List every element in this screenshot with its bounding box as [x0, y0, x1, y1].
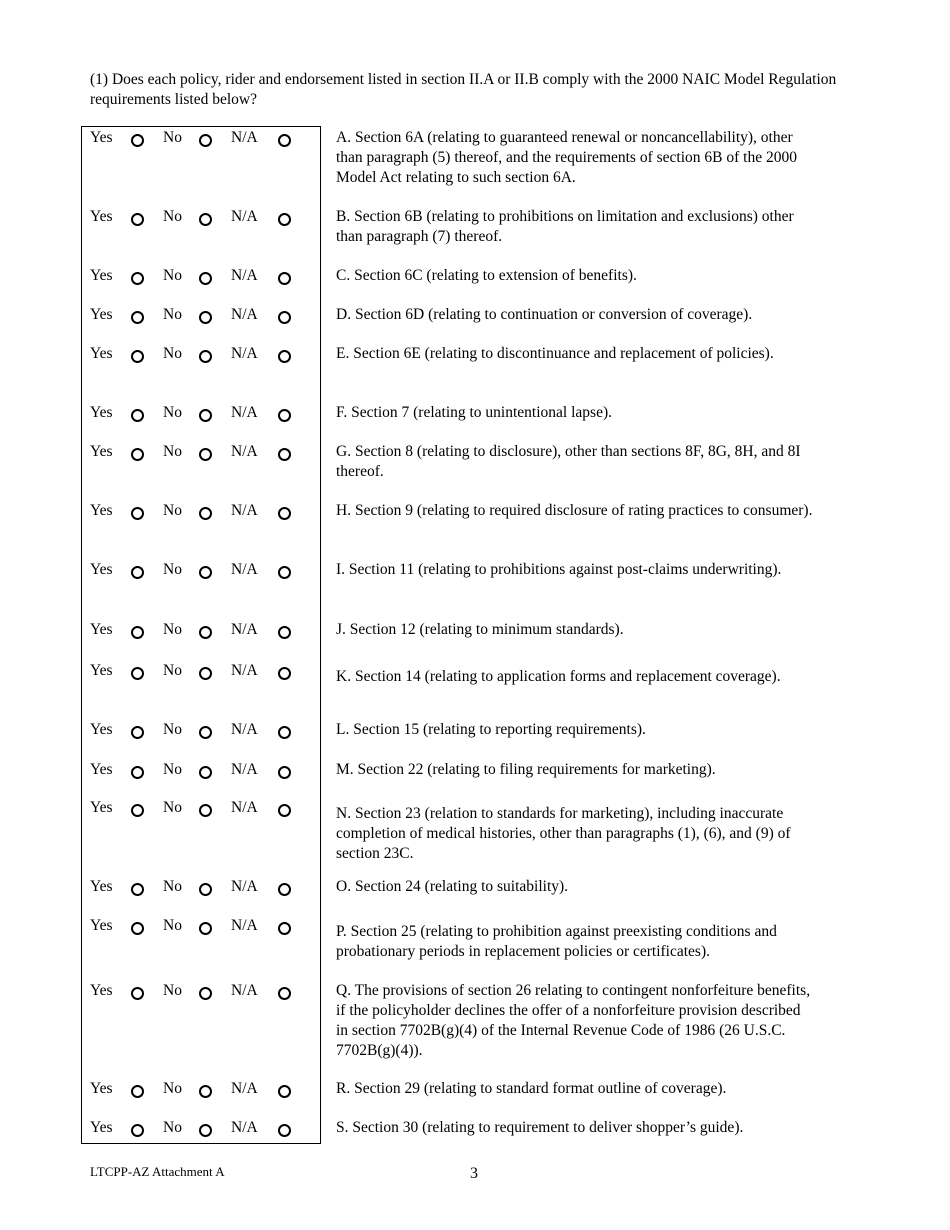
yes-radio[interactable]	[131, 213, 144, 226]
na-radio[interactable]	[278, 883, 291, 896]
no-radio[interactable]	[199, 566, 212, 579]
requirement-row	[0, 1079, 950, 1099]
yes-label: Yes	[90, 502, 113, 519]
no-radio[interactable]	[199, 311, 212, 324]
yes-label: Yes	[90, 267, 113, 284]
no-radio[interactable]	[199, 272, 212, 285]
yes-radio[interactable]	[131, 448, 144, 461]
na-radio[interactable]	[278, 804, 291, 817]
requirement-row	[0, 720, 950, 740]
requirement-text: K. Section 14 (relating to application forms and replacement coverage).	[336, 668, 781, 685]
yes-radio[interactable]	[131, 883, 144, 896]
no-label: No	[163, 561, 182, 578]
na-label: N/A	[231, 502, 258, 519]
yes-radio[interactable]	[131, 350, 144, 363]
yes-label: Yes	[90, 404, 113, 421]
yes-label: Yes	[90, 306, 113, 323]
na-label: N/A	[231, 267, 258, 284]
requirement-row	[0, 981, 950, 1059]
yes-radio[interactable]	[131, 766, 144, 779]
requirement-row	[0, 560, 950, 580]
no-radio[interactable]	[199, 507, 212, 520]
requirement-row	[0, 344, 950, 364]
requirement-text: L. Section 15 (relating to reporting requirements).	[336, 721, 646, 738]
yes-label: Yes	[90, 443, 113, 460]
requirement-text: Q. The provisions of section 26 relating to contingent nonforfeiture benefits, if the policyholder declines the offer of a nonforfeiture provision described in section 7702B(g)(4) of the Internal Revenue Code of 1986 (26 U.S.C. 7702B(g)(4)).	[336, 982, 811, 1059]
na-radio[interactable]	[278, 766, 291, 779]
yes-radio[interactable]	[131, 311, 144, 324]
na-label: N/A	[231, 761, 258, 778]
no-label: No	[163, 982, 182, 999]
requirement-text: H. Section 9 (relating to required disclosure of rating practices to consumer).	[336, 502, 813, 519]
requirement-row	[0, 877, 950, 897]
yes-label: Yes	[90, 1119, 113, 1136]
requirement-text: R. Section 29 (relating to standard format outline of coverage).	[336, 1080, 727, 1097]
na-radio[interactable]	[278, 922, 291, 935]
requirement-text: P. Section 25 (relating to prohibition against preexisting conditions and probationary periods in replacement policies or certificates).	[336, 923, 777, 960]
yes-radio[interactable]	[131, 1085, 144, 1098]
no-radio[interactable]	[199, 1085, 212, 1098]
no-label: No	[163, 502, 182, 519]
requirement-text: I. Section 11 (relating to prohibitions against post-claims underwriting).	[336, 561, 782, 578]
yes-label: Yes	[90, 799, 113, 816]
yes-label: Yes	[90, 721, 113, 738]
no-radio[interactable]	[199, 987, 212, 1000]
footer-doc-id: LTCPP-AZ Attachment A	[90, 1164, 225, 1179]
na-label: N/A	[231, 1119, 258, 1136]
requirement-row	[0, 403, 950, 423]
no-radio[interactable]	[199, 350, 212, 363]
na-radio[interactable]	[278, 667, 291, 680]
na-radio[interactable]	[278, 1085, 291, 1098]
no-label: No	[163, 267, 182, 284]
no-label: No	[163, 662, 182, 679]
yes-label: Yes	[90, 878, 113, 895]
na-label: N/A	[231, 561, 258, 578]
requirement-text: G. Section 8 (relating to disclosure), other than sections 8F, 8G, 8H, and 8I thereof.	[336, 443, 801, 480]
no-label: No	[163, 878, 182, 895]
na-radio[interactable]	[278, 448, 291, 461]
yes-label: Yes	[90, 621, 113, 638]
requirement-row	[0, 798, 950, 862]
na-radio[interactable]	[278, 626, 291, 639]
yes-label: Yes	[90, 662, 113, 679]
yes-radio[interactable]	[131, 566, 144, 579]
na-label: N/A	[231, 621, 258, 638]
na-label: N/A	[231, 345, 258, 362]
yes-label: Yes	[90, 208, 113, 225]
yes-radio[interactable]	[131, 1124, 144, 1137]
requirement-row	[0, 1118, 950, 1138]
requirement-text: B. Section 6B (relating to prohibitions on limitation and exclusions) other than paragraph (7) thereof.	[336, 208, 794, 245]
requirement-row	[0, 305, 950, 325]
no-label: No	[163, 1080, 182, 1097]
no-label: No	[163, 1119, 182, 1136]
requirement-text: D. Section 6D (relating to continuation or conversion of coverage).	[336, 306, 753, 323]
na-radio[interactable]	[278, 311, 291, 324]
no-label: No	[163, 917, 182, 934]
requirement-row	[0, 661, 950, 685]
no-radio[interactable]	[199, 409, 212, 422]
requirement-text: M. Section 22 (relating to filing requirements for marketing).	[336, 761, 716, 778]
no-radio[interactable]	[199, 448, 212, 461]
no-label: No	[163, 208, 182, 225]
no-label: No	[163, 345, 182, 362]
yes-radio[interactable]	[131, 134, 144, 147]
yes-label: Yes	[90, 345, 113, 362]
no-radio[interactable]	[199, 883, 212, 896]
na-label: N/A	[231, 917, 258, 934]
no-label: No	[163, 761, 182, 778]
requirement-row	[0, 128, 950, 186]
page-number: 3	[470, 1165, 478, 1182]
requirement-text: C. Section 6C (relating to extension of benefits).	[336, 267, 637, 284]
requirement-row	[0, 916, 950, 960]
no-label: No	[163, 306, 182, 323]
requirement-row	[0, 760, 950, 780]
requirement-text: A. Section 6A (relating to guaranteed renewal or noncancellability), other than paragraph (5) thereof, and the requirements of section 6B of the 2000 Model Act relating to such section 6A.	[336, 129, 797, 186]
yes-label: Yes	[90, 761, 113, 778]
no-radio[interactable]	[199, 626, 212, 639]
no-radio[interactable]	[199, 726, 212, 739]
na-radio[interactable]	[278, 507, 291, 520]
no-label: No	[163, 799, 182, 816]
no-radio[interactable]	[199, 134, 212, 147]
no-label: No	[163, 621, 182, 638]
na-label: N/A	[231, 404, 258, 421]
na-radio[interactable]	[278, 272, 291, 285]
na-label: N/A	[231, 799, 258, 816]
yes-radio[interactable]	[131, 667, 144, 680]
requirement-row	[0, 207, 950, 245]
na-label: N/A	[231, 878, 258, 895]
requirement-text: S. Section 30 (relating to requirement to deliver shopper’s guide).	[336, 1119, 744, 1136]
yes-label: Yes	[90, 129, 113, 146]
no-label: No	[163, 129, 182, 146]
na-radio[interactable]	[278, 566, 291, 579]
yes-label: Yes	[90, 917, 113, 934]
yes-radio[interactable]	[131, 922, 144, 935]
na-radio[interactable]	[278, 409, 291, 422]
na-radio[interactable]	[278, 726, 291, 739]
yes-radio[interactable]	[131, 409, 144, 422]
na-label: N/A	[231, 208, 258, 225]
yes-radio[interactable]	[131, 626, 144, 639]
no-label: No	[163, 443, 182, 460]
requirement-text: F. Section 7 (relating to unintentional lapse).	[336, 404, 612, 421]
yes-label: Yes	[90, 1080, 113, 1097]
requirement-text: E. Section 6E (relating to discontinuance and replacement of policies).	[336, 345, 774, 362]
na-radio[interactable]	[278, 213, 291, 226]
no-radio[interactable]	[199, 213, 212, 226]
no-radio[interactable]	[199, 1124, 212, 1137]
yes-radio[interactable]	[131, 987, 144, 1000]
no-label: No	[163, 404, 182, 421]
requirement-row	[0, 501, 950, 521]
yes-label: Yes	[90, 982, 113, 999]
no-radio[interactable]	[199, 766, 212, 779]
no-radio[interactable]	[199, 922, 212, 935]
requirement-text: N. Section 23 (relation to standards for marketing), including inaccurate completion of medical histories, other than paragraphs (1), (6), and (9) of section 23C.	[336, 805, 791, 862]
na-label: N/A	[231, 721, 258, 738]
na-label: N/A	[231, 443, 258, 460]
requirement-row	[0, 442, 950, 480]
requirement-row	[0, 266, 950, 286]
yes-label: Yes	[90, 561, 113, 578]
na-label: N/A	[231, 662, 258, 679]
requirement-text: O. Section 24 (relating to suitability).	[336, 878, 569, 895]
requirement-row	[0, 620, 950, 640]
yes-radio[interactable]	[131, 507, 144, 520]
question-text: (1) Does each policy, rider and endorsement listed in section II.A or II.B comply with the 2000 NAIC Model Regulation requirements listed below?	[90, 71, 837, 108]
no-radio[interactable]	[199, 804, 212, 817]
no-label: No	[163, 721, 182, 738]
na-label: N/A	[231, 306, 258, 323]
requirement-text: J. Section 12 (relating to minimum standards).	[336, 621, 624, 638]
na-label: N/A	[231, 1080, 258, 1097]
na-radio[interactable]	[278, 987, 291, 1000]
na-radio[interactable]	[278, 350, 291, 363]
no-radio[interactable]	[199, 667, 212, 680]
yes-radio[interactable]	[131, 804, 144, 817]
na-radio[interactable]	[278, 134, 291, 147]
na-radio[interactable]	[278, 1124, 291, 1137]
yes-radio[interactable]	[131, 272, 144, 285]
na-label: N/A	[231, 129, 258, 146]
na-label: N/A	[231, 982, 258, 999]
yes-radio[interactable]	[131, 726, 144, 739]
